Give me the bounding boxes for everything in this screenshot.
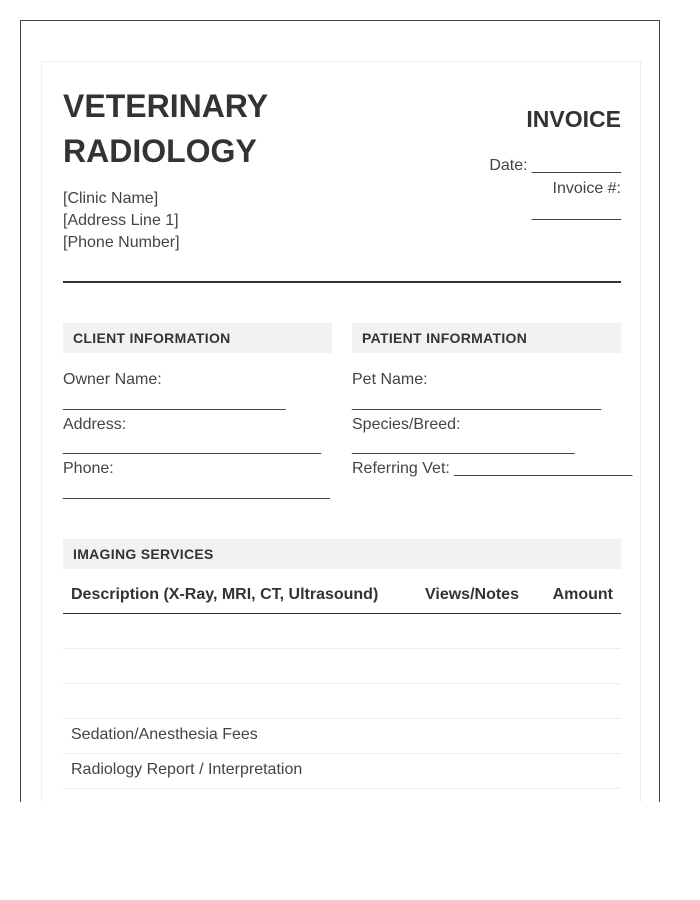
row-description: Sedation/Anesthesia Fees <box>71 726 258 743</box>
referring-vet-field: Referring Vet: ____________________ <box>352 460 633 477</box>
services-table-header <box>63 582 621 614</box>
table-row <box>63 719 621 754</box>
owner-name-label: Owner Name: <box>63 371 162 388</box>
page-frame <box>20 20 660 802</box>
table-row <box>63 614 621 649</box>
client-information-heading: CLIENT INFORMATION <box>63 323 332 353</box>
invoice-heading: INVOICE <box>526 106 621 132</box>
clinic-phone: [Phone Number] <box>63 234 180 251</box>
imaging-services-heading: IMAGING SERVICES <box>63 539 621 569</box>
header-divider <box>63 281 621 283</box>
column-views-notes: Views/Notes <box>425 586 519 603</box>
clinic-address: [Address Line 1] <box>63 212 179 229</box>
address-label: Address: <box>63 416 127 433</box>
document-title <box>63 84 363 174</box>
column-amount: Amount <box>552 586 613 603</box>
date-field: Date: __________ <box>489 157 621 174</box>
owner-name-blank: _________________________ <box>63 394 286 411</box>
table-row <box>63 649 621 684</box>
pet-name-blank: ____________________________ <box>352 394 602 411</box>
table-row <box>63 754 621 789</box>
column-description: Description (X-Ray, MRI, CT, Ultrasound) <box>71 586 379 603</box>
title-line-2: RADIOLOGY <box>63 133 257 169</box>
invoice-number-blank: __________ <box>532 204 621 221</box>
table-row <box>63 684 621 719</box>
pet-name-label: Pet Name: <box>352 371 428 388</box>
patient-information-heading: PATIENT INFORMATION <box>352 323 621 353</box>
phone-label: Phone: <box>63 460 114 477</box>
invoice-number-label: Invoice #: <box>552 180 621 197</box>
row-description: Radiology Report / Interpretation <box>71 761 303 778</box>
clinic-info <box>63 188 180 254</box>
phone-blank: ______________________________ <box>63 483 330 500</box>
invoice-document <box>41 61 641 802</box>
address-blank: _____________________________ <box>63 438 322 455</box>
species-breed-label: Species/Breed: <box>352 416 461 433</box>
title-line-1: VETERINARY <box>63 88 269 124</box>
clinic-name: [Clinic Name] <box>63 190 159 207</box>
species-breed-blank: _________________________ <box>352 438 575 455</box>
